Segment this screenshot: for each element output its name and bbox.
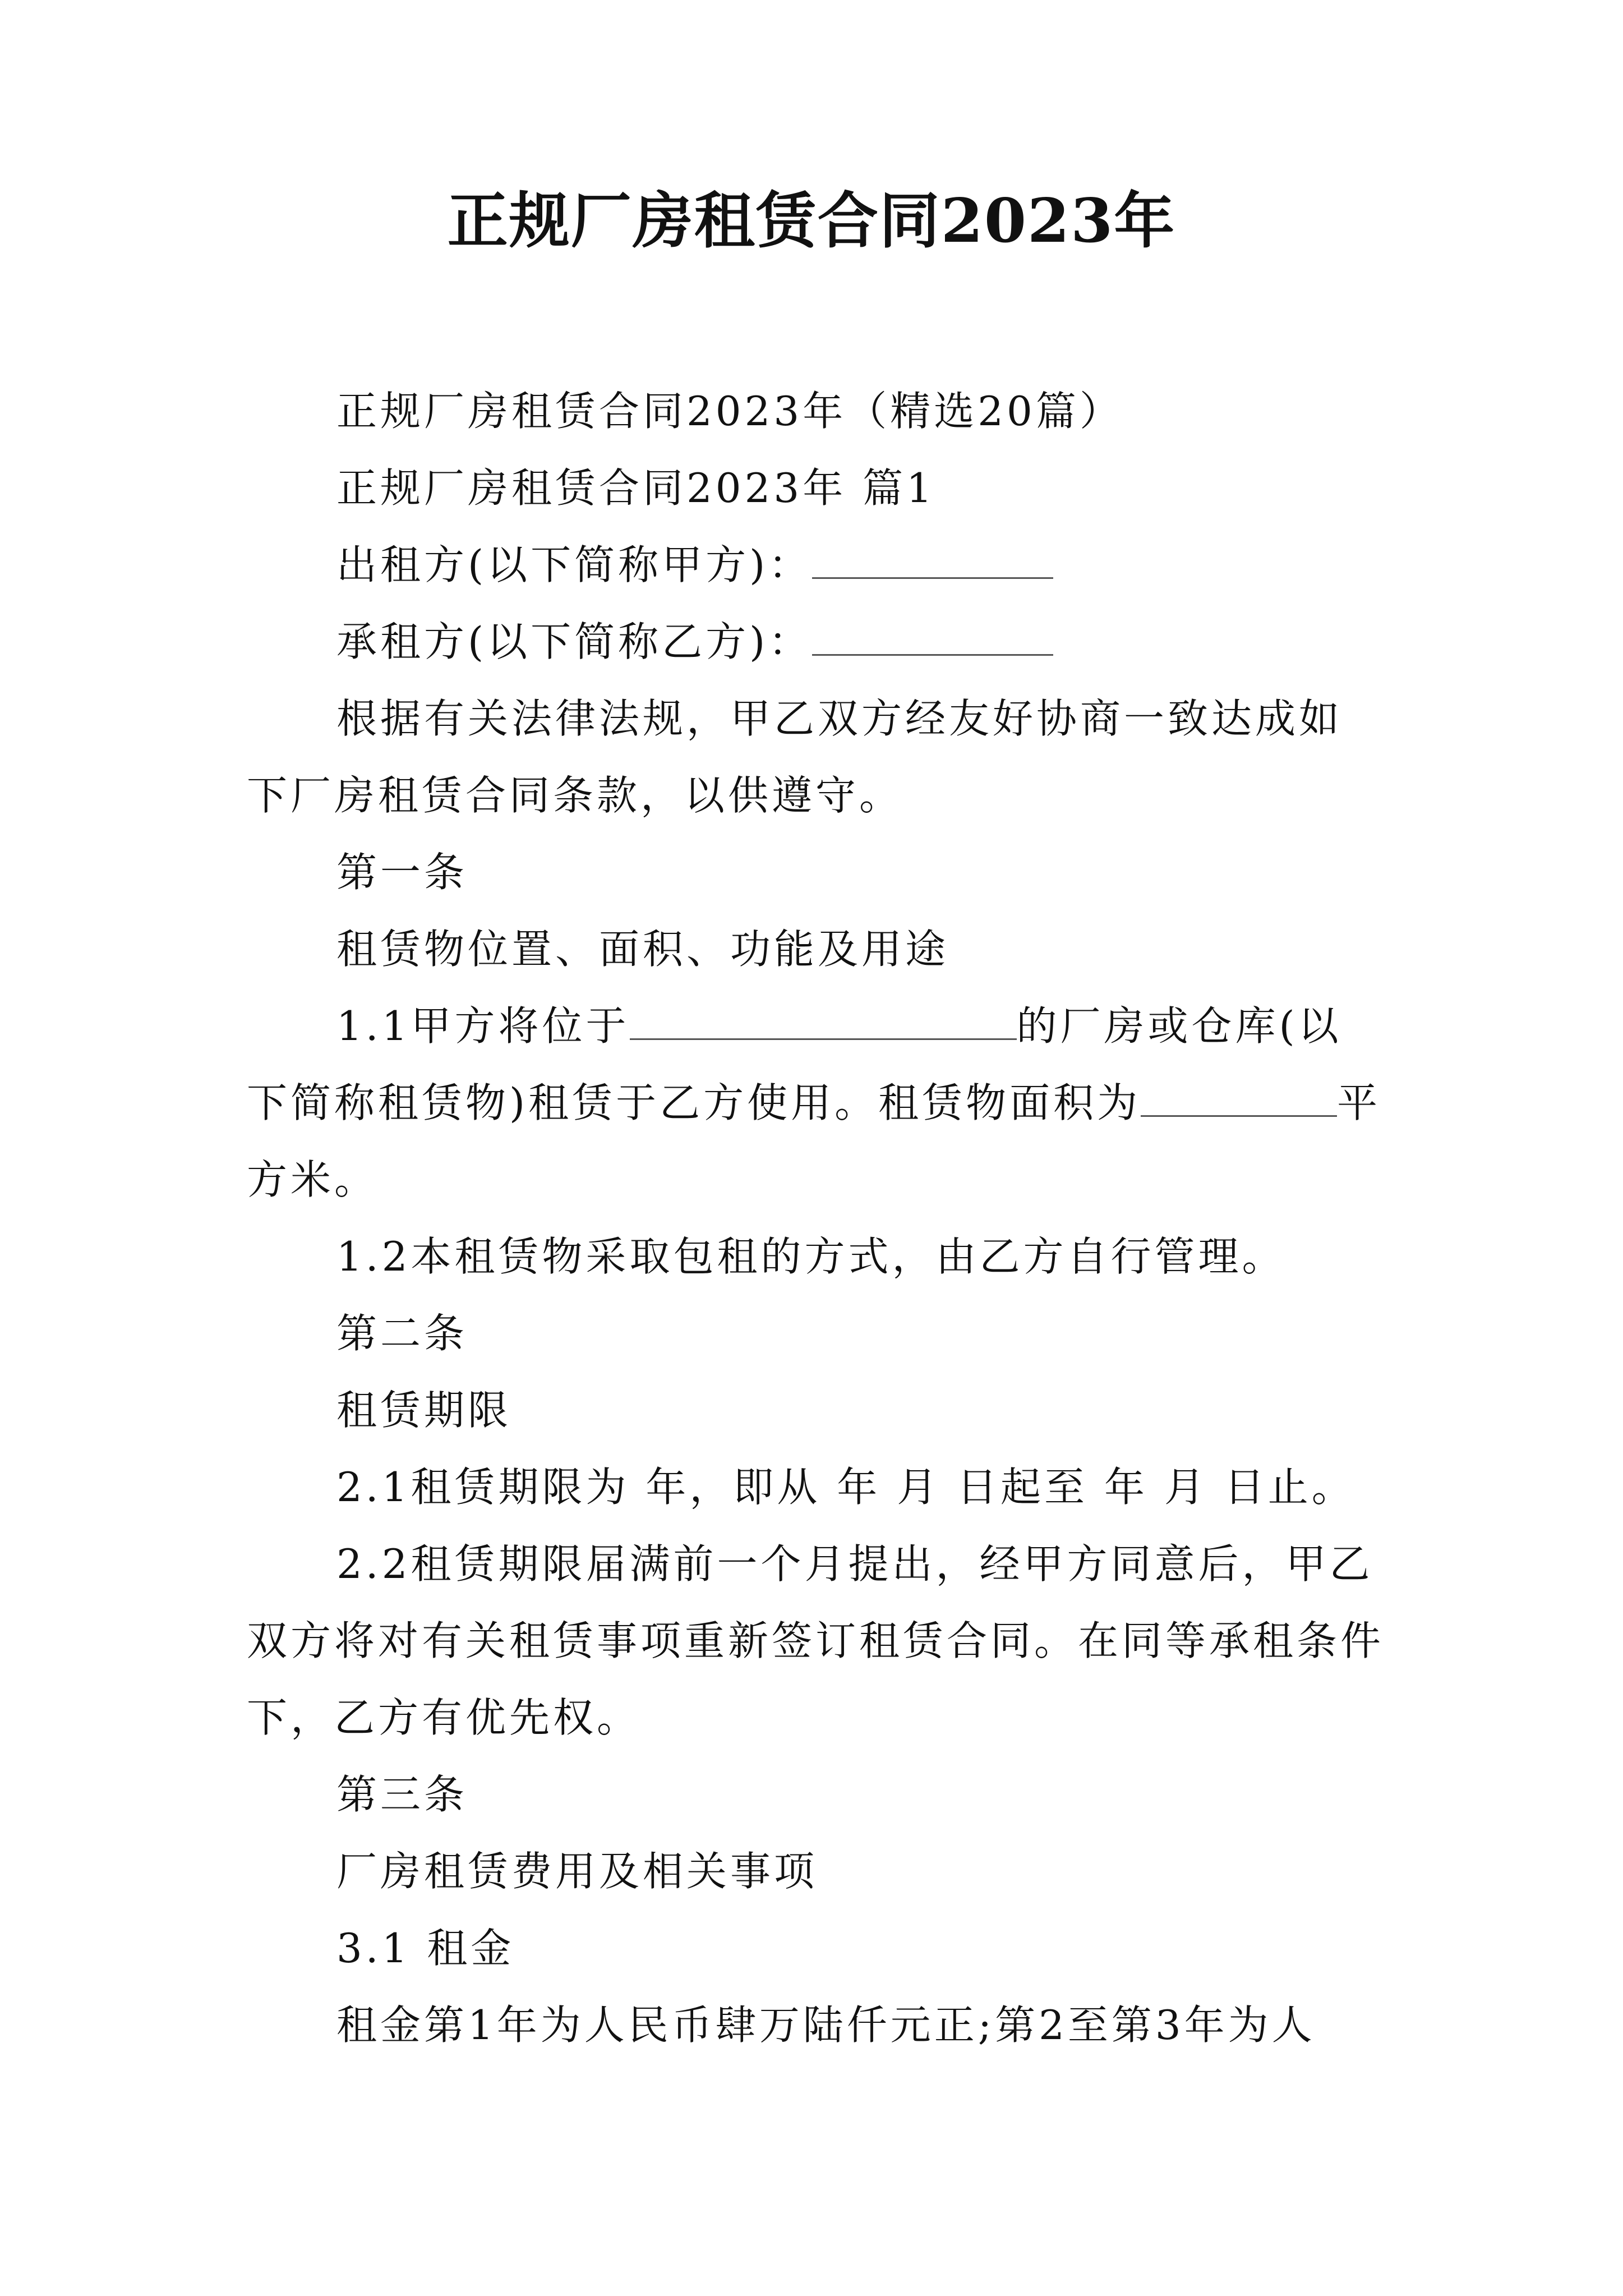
clause-2-2: 2.2租赁期限届满前一个月提出，经甲方同意后，甲乙双方将对有关租赁事项重新签订租赁合同。在同等承租条件下，乙方有优先权。	[247, 1540, 1385, 1741]
document-body	[247, 373, 1385, 2064]
clause-2-1: 2.1租赁期限为 年，即从 年 月 日起至 年 月 日止。	[336, 1464, 1355, 1511]
clause-1-2: 1.2本租赁物采取包租的方式，由乙方自行管理。	[336, 1233, 1286, 1280]
paragraph-section-heading: 正规厂房租赁合同2023年 篇1	[336, 464, 935, 512]
clause-3-1: 3.1 租金	[336, 1925, 515, 1972]
article-3-title: 厂房租赁费用及相关事项	[336, 1848, 818, 1895]
clause-1-1-part-a: 1.1甲方将位于	[336, 1002, 630, 1050]
lessor-blank	[812, 542, 1053, 579]
document-title: 正规厂房租赁合同2023年	[447, 186, 1176, 256]
article-2-title: 租赁期限	[336, 1387, 512, 1434]
area-blank	[1141, 1080, 1337, 1117]
location-blank	[630, 1004, 1017, 1040]
lessee-blank	[812, 619, 1053, 656]
clause-1-1-part-b: 的厂房或仓库(以下简称租赁物)租赁于乙方使用。租赁物面积为	[247, 1002, 1342, 1126]
clause-3-1-text: 租金第1年为人民币肆万陆仟元正;第2至第3年为人	[336, 2001, 1316, 2049]
clause-1-1-part-c: 平方米。	[247, 1079, 1381, 1203]
article-3-heading: 第三条	[336, 1771, 468, 1818]
paragraph-subtitle: 正规厂房租赁合同2023年（精选20篇）	[336, 388, 1123, 435]
article-1-heading: 第一条	[336, 849, 468, 896]
paragraph-lessor	[247, 527, 1385, 604]
article-2-heading: 第二条	[336, 1310, 468, 1357]
clause-1-1	[247, 988, 1385, 1218]
lessee-label: 承租方(以下简称乙方)：	[336, 618, 813, 665]
lessor-label: 出租方(以下简称甲方)：	[336, 541, 813, 588]
article-1-title: 租赁物位置、面积、功能及用途	[336, 926, 949, 973]
paragraph-preamble: 根据有关法律法规，甲乙双方经友好协商一致达成如下厂房租赁合同条款，以供遵守。	[247, 695, 1343, 819]
paragraph-lessee	[247, 604, 1385, 680]
